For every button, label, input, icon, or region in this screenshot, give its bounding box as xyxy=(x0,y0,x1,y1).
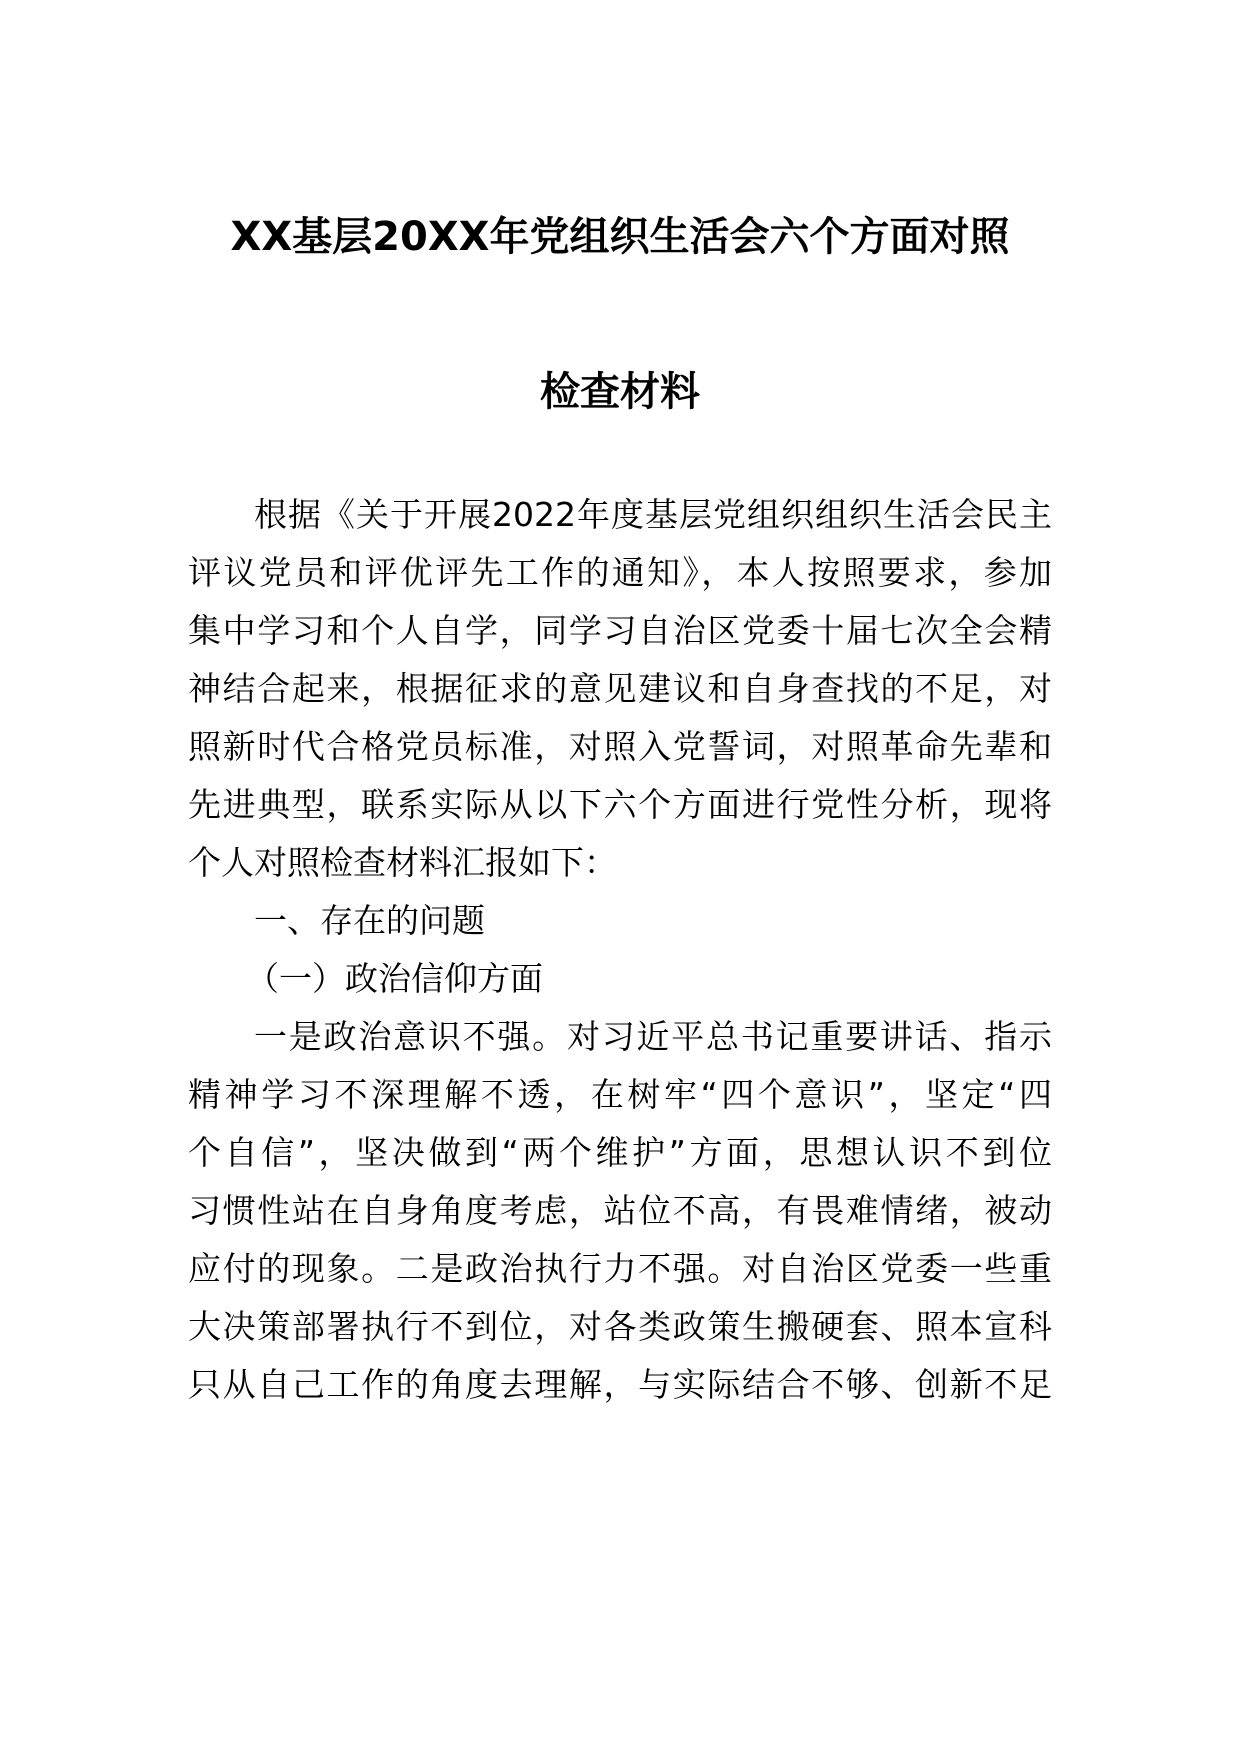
paragraph-line: 根据《关于开展2022年度基层党组织组织生活会民主 xyxy=(254,495,1052,534)
paragraph-line: 神结合起来，根据征求的意见建议和自身查找的不足，对 xyxy=(188,669,1052,708)
paragraph-line: 习惯性站在自身角度考虑，站位不高，有畏难情绪，被动 xyxy=(188,1191,1052,1230)
paragraph-line: 照新时代合格党员标准，对照入党誓词，对照革命先辈和 xyxy=(188,727,1052,766)
document-title-line-1: XX基层20XX年党组织生活会六个方面对照 xyxy=(230,214,1010,260)
paragraph-line: 个自信”，坚决做到“两个维护”方面，思想认识不到位 xyxy=(188,1133,1052,1172)
paragraph-line: 个人对照检查材料汇报如下： xyxy=(188,843,617,882)
paragraph-line: 大决策部署执行不到位，对各类政策生搬硬套、照本宣科 xyxy=(188,1307,1052,1346)
subsection-heading: （一）政治信仰方面 xyxy=(246,959,543,998)
paragraph-line: 先进典型，联系实际从以下六个方面进行党性分析，现将 xyxy=(188,785,1052,824)
paragraph-line: 一是政治意识不强。对习近平总书记重要讲话、指示 xyxy=(254,1017,1052,1056)
section-heading: 一、存在的问题 xyxy=(254,901,485,940)
document-title-line-2: 检查材料 xyxy=(540,369,700,415)
paragraph-line: 只从自己工作的角度去理解，与实际结合不够、创新不足 xyxy=(188,1365,1052,1404)
paragraph-line: 应付的现象。二是政治执行力不强。对自治区党委一些重 xyxy=(188,1249,1052,1288)
paragraph-line: 评议党员和评优评先工作的通知》，本人按照要求，参加 xyxy=(188,553,1052,592)
paragraph-line: 精神学习不深理解不透，在树牢“四个意识”，坚定“四 xyxy=(188,1075,1052,1114)
paragraph-line: 集中学习和个人自学，同学习自治区党委十届七次全会精 xyxy=(188,611,1052,650)
